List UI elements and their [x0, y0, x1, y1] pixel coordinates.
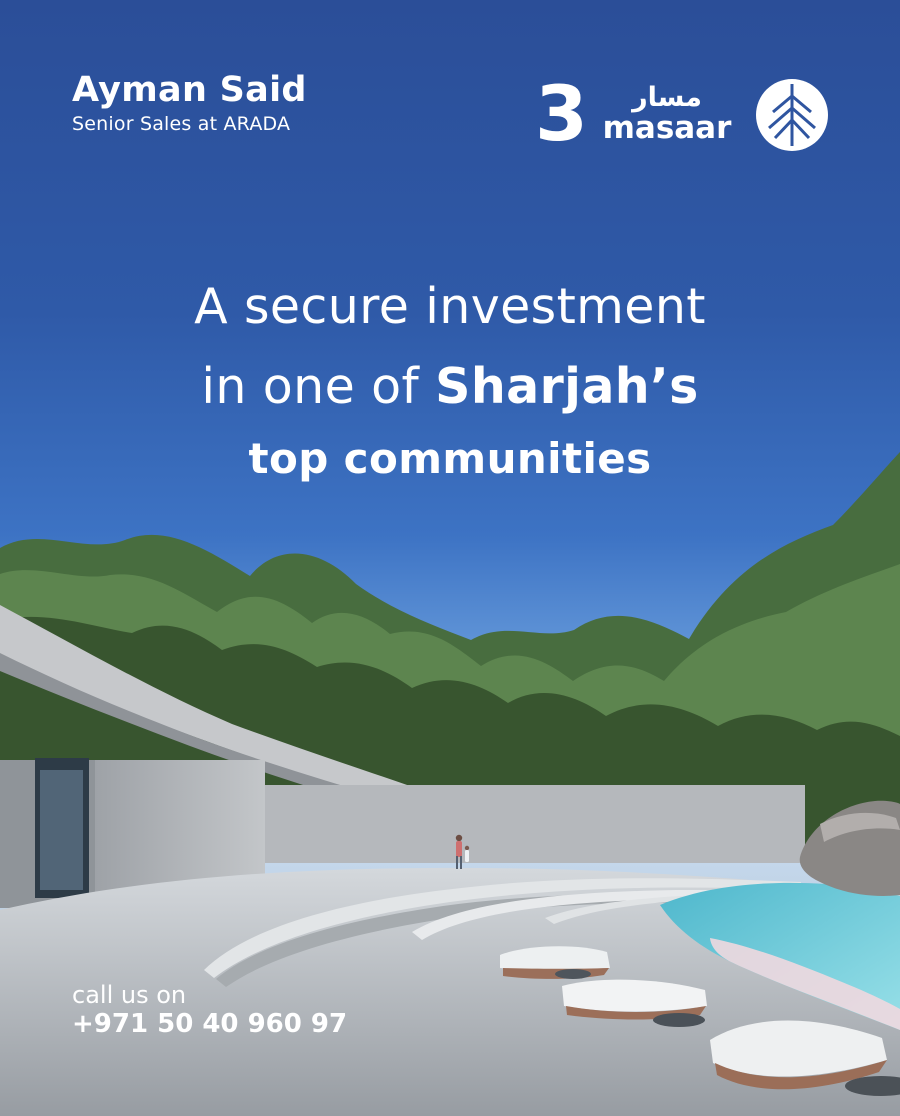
- phone-number: +971 50 40 960 97: [72, 1008, 348, 1039]
- headline-line-2: [0, 350, 900, 424]
- logo-word: masaar: [602, 110, 732, 146]
- logo-number: 3: [535, 69, 588, 158]
- headline-line-2-emphasis: Sharjah’s: [435, 357, 699, 415]
- agent-role: Senior Sales at ARADA: [72, 112, 291, 135]
- headline: [0, 270, 900, 490]
- headline-line-2-prefix: in one of: [201, 357, 420, 415]
- masaar-logo: [535, 69, 830, 158]
- headline-line-1: A secure investment: [194, 278, 706, 335]
- leaf-icon: [755, 78, 829, 152]
- agent-block: [72, 72, 307, 136]
- contact-block: [72, 983, 347, 1038]
- headline-line-3: top communities: [248, 434, 652, 483]
- call-label: call us on: [72, 981, 187, 1009]
- logo-arabic-word: مسار: [632, 82, 702, 113]
- agent-name: Ayman Said: [72, 70, 307, 110]
